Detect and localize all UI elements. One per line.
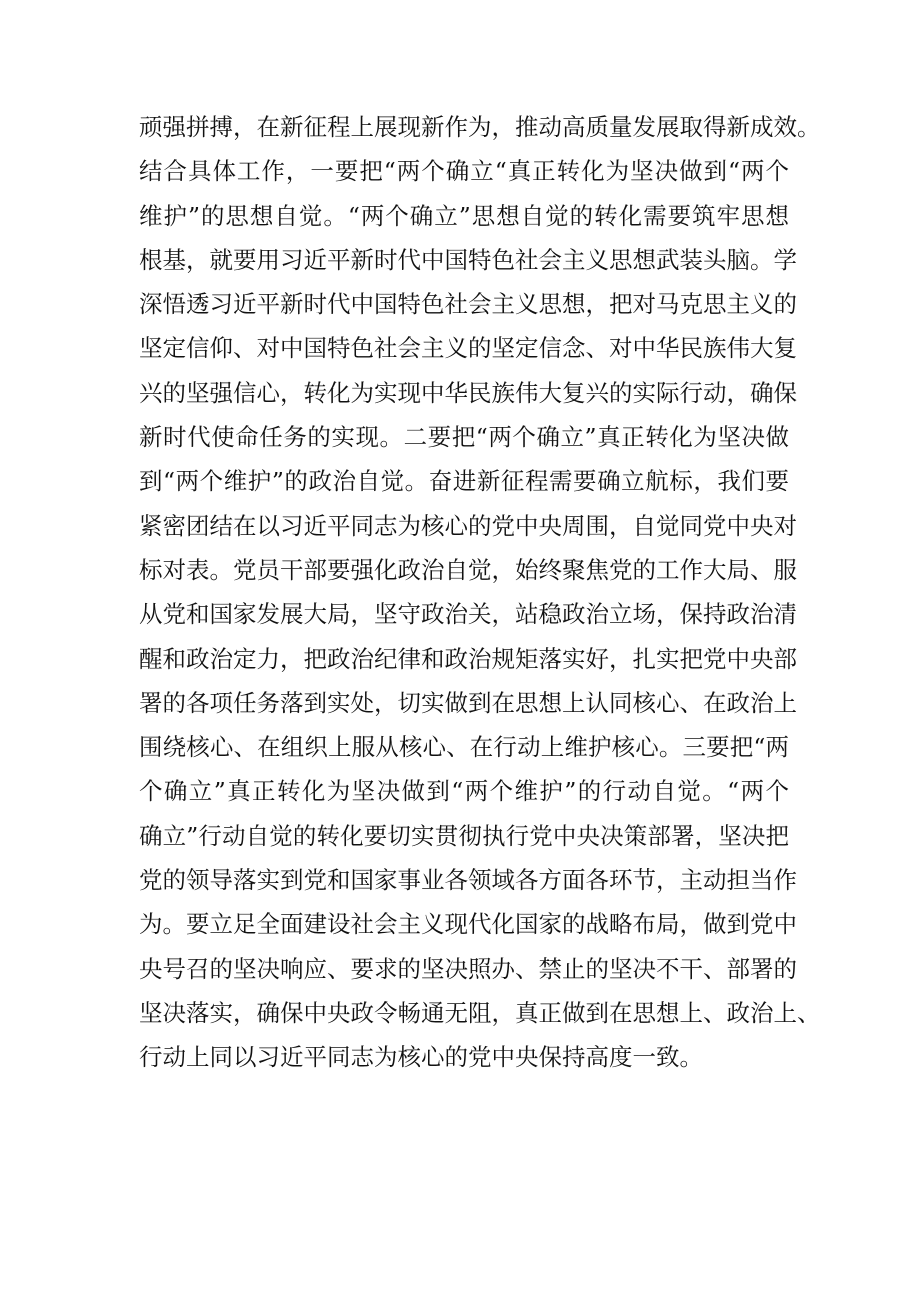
text-line: 维护”的思想自觉。“两个确立”思想自觉的转化需要筑牢思想	[139, 201, 789, 230]
text-line: 央号召的坚决响应、要求的坚决照办、禁止的坚决不干、部署的	[139, 954, 797, 983]
text-line: 到“两个维护”的政治自觉。奋进新征程需要确立航标，我们要	[139, 467, 789, 496]
text-line: 结合具体工作，一要把“两个确立“真正转化为坚决做到“两个	[139, 157, 789, 186]
body-paragraph	[139, 105, 821, 1080]
text-line: 行动上同以习近平同志为核心的党中央保持高度一致。	[139, 1043, 703, 1072]
text-line: 为。要立足全面建设社会主义现代化国家的战略布局，做到党中	[139, 910, 797, 939]
text-line: 新时代使命任务的实现。二要把“两个确立”真正转化为坚决做	[139, 423, 789, 452]
text-line: 从党和国家发展大局，坚守政治关，站稳政治立场，保持政治清	[139, 600, 797, 629]
text-line: 醒和政治定力，把政治纪律和政治规矩落实好，扎实把党中央部	[139, 644, 797, 673]
text-line: 兴的坚强信心，转化为实现中华民族伟大复兴的实际行动，确保	[139, 378, 797, 407]
text-line: 围绕核心、在组织上服从核心、在行动上维护核心。三要把“两	[139, 733, 789, 762]
text-line: 根基，就要用习近平新时代中国特色社会主义思想武装头脑。学	[139, 245, 797, 274]
text-line: 深悟透习近平新时代中国特色社会主义思想，把对马克思主义的	[139, 290, 797, 319]
text-line: 标对表。党员干部要强化政治自觉，始终聚焦党的工作大局、服	[139, 555, 797, 584]
text-line: 个确立”真正转化为坚决做到“两个维护”的行动自觉。“两个	[139, 777, 789, 806]
text-line: 党的领导落实到党和国家事业各领域各方面各环节，主动担当作	[139, 866, 797, 895]
text-line: 署的各项任务落到实处，切实做到在思想上认同核心、在政治上	[139, 688, 797, 717]
text-line: 坚决落实，确保中央政令畅通无阻，真正做到在思想上、政治上、	[139, 998, 821, 1027]
text-line: 坚定信仰、对中国特色社会主义的坚定信念、对中华民族伟大复	[139, 334, 797, 363]
text-line: 顽强拼搏，在新征程上展现新作为，推动高质量发展取得新成效。	[139, 113, 821, 141]
text-line: 紧密团结在以习近平同志为核心的党中央周围，自觉同党中央对	[139, 511, 797, 540]
text-line: 确立”行动自觉的转化要切实贯彻执行党中央决策部署，坚决把	[139, 821, 789, 850]
